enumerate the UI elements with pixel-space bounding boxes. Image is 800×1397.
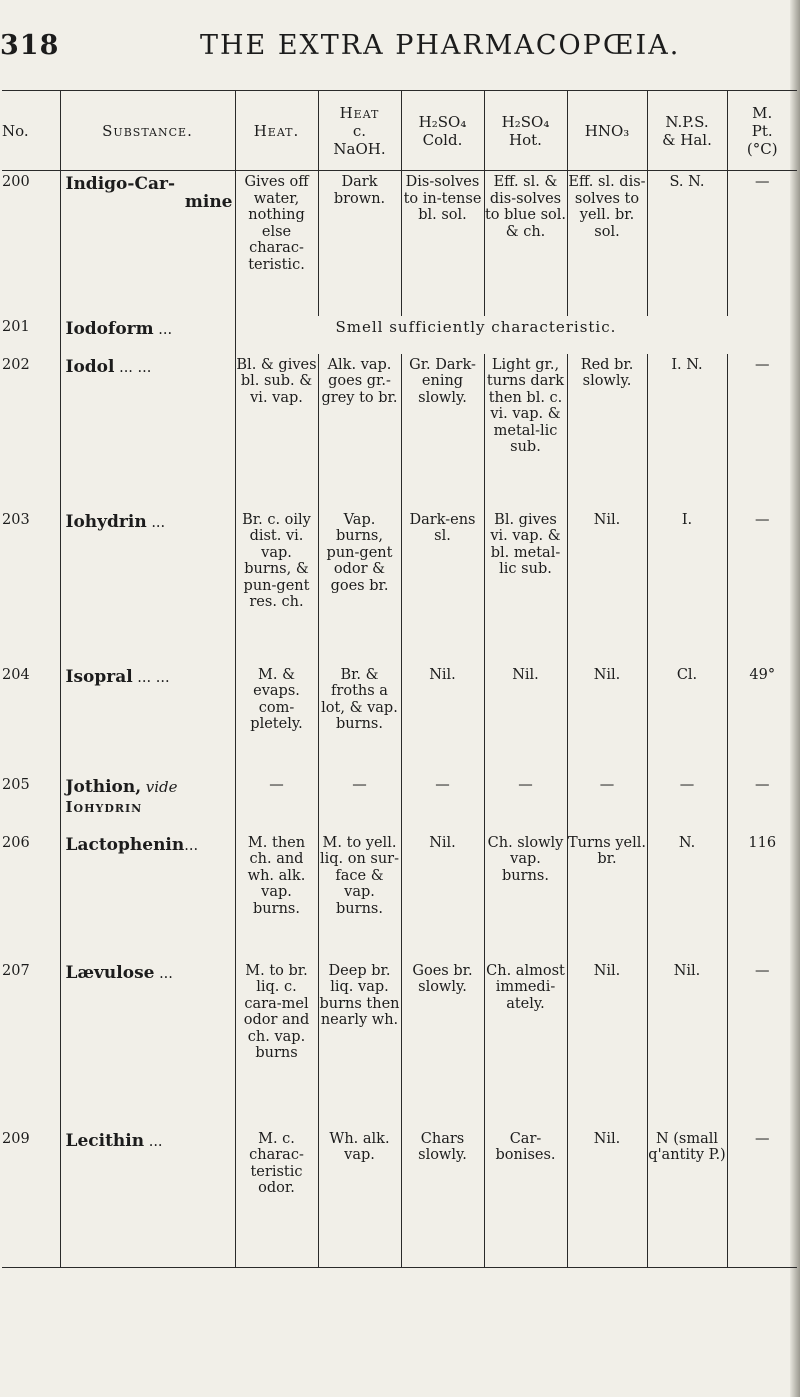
h2so4-cold-cell: Chars slowly. (401, 1128, 484, 1268)
heat-cell: — (235, 774, 318, 832)
spanning-note-cell: Smell sufficiently characteristic. (235, 316, 797, 354)
page-number: 318 (0, 30, 60, 61)
row-number: 200 (2, 174, 30, 190)
h2so4-cold-cell: Dis-solves to in-tense bl. sol. (401, 171, 484, 316)
running-title: THE EXTRA PHARMACOPŒIA. (200, 30, 681, 61)
row-number: 206 (2, 834, 30, 851)
col-header-substance: Substance. (60, 91, 235, 171)
h2so4-cold-cell: Goes br. slowly. (401, 960, 484, 1128)
header-row (2, 91, 797, 171)
h2so4-cold-cell: Gr. Dark-ening slowly. (401, 354, 484, 509)
mpt-cell: — (727, 354, 797, 509)
heat-naoh-cell: M. to yell. liq. on sur-face & vap. burns. (318, 832, 401, 960)
substance-cell: Iodol ... ... (60, 354, 235, 509)
row-number: 201 (2, 318, 30, 335)
substance-cell: Indigo-Car- mine (60, 171, 235, 316)
substance-reactions-table (2, 90, 797, 1268)
heat-cell: Gives off water, nothing else charac-teristic. (235, 171, 318, 316)
h2so4-hot-cell: Bl. gives vi. vap. & bl. metal-lic sub. (484, 509, 567, 664)
h2so4-cold-cell: Nil. (401, 832, 484, 960)
substance-cell: Lecithin ... (60, 1128, 235, 1268)
hno3-cell: — (567, 774, 647, 832)
hno3-cell: Red br. slowly. (567, 354, 647, 509)
h2so4-hot-cell: Eff. sl. & dis-solves to blue sol. & ch. (484, 171, 567, 316)
mpt-cell: — (727, 774, 797, 832)
h2so4-cold-cell: — (401, 774, 484, 832)
col-header-heat: Heat. (235, 91, 318, 171)
col-header-nps: N.P.S. & Hal. (647, 91, 727, 171)
mpt-cell: — (727, 1128, 797, 1268)
h2so4-hot-cell: Light gr., turns dark then bl. c. vi. vap. & metal-lic sub. (484, 354, 567, 509)
substance-cell: Iohydrin ... (60, 509, 235, 664)
row-number: 203 (2, 511, 30, 528)
row-number: 202 (2, 356, 30, 373)
nps-cell: Cl. (647, 664, 727, 774)
row-number: 207 (2, 962, 30, 979)
heat-naoh-cell: Vap. burns, pun-gent odor & goes br. (318, 509, 401, 664)
heat-cell: Br. c. oily dist. vi. vap. burns, & pun-gent res. ch. (235, 509, 318, 664)
nps-cell: N (small q'antity P.) (647, 1128, 727, 1268)
hno3-cell: Nil. (567, 509, 647, 664)
mpt-cell: — (727, 171, 797, 316)
mpt-cell: — (727, 960, 797, 1128)
table-row (2, 1128, 797, 1268)
heat-naoh-cell: Deep br. liq. vap. burns then nearly wh. (318, 960, 401, 1128)
table-row (2, 171, 797, 316)
nps-cell: N. (647, 832, 727, 960)
heat-naoh-cell: Br. & froths a lot, & vap. burns. (318, 664, 401, 774)
col-header-heat-naoh: Heat c. NaOH. (318, 91, 401, 171)
mpt-cell: 116 (727, 832, 797, 960)
heat-naoh-cell: Dark brown. (318, 171, 401, 316)
substance-cell: Isopral ... ... (60, 664, 235, 774)
row-number: 205 (2, 776, 30, 793)
row-number: 209 (2, 1128, 60, 1268)
table-row (2, 774, 797, 832)
table-row (2, 664, 797, 774)
nps-cell: S. N. (647, 171, 727, 316)
table-row (2, 832, 797, 960)
col-header-h2so4-hot: H₂SO₄ Hot. (484, 91, 567, 171)
row-number: 204 (2, 666, 30, 683)
substance-cell: Jothion, vide Iohydrin (60, 774, 235, 832)
col-header-mpt: M. Pt. (°C) (727, 91, 797, 171)
mpt-cell: 49° (727, 664, 797, 774)
running-header (0, 30, 800, 64)
nps-cell: — (647, 774, 727, 832)
table-row (2, 509, 797, 664)
hno3-cell: Nil. (567, 664, 647, 774)
hno3-cell: Eff. sl. dis-solves to yell. br. sol. (567, 171, 647, 316)
nps-cell: Nil. (647, 960, 727, 1128)
table-row (2, 354, 797, 509)
hno3-cell: Turns yell. br. (567, 832, 647, 960)
hno3-cell: Nil. (567, 1128, 647, 1268)
substance-cell: Lactophenin... (60, 832, 235, 960)
h2so4-hot-cell: Ch. slowly vap. burns. (484, 832, 567, 960)
col-header-no: No. (2, 91, 60, 171)
substance-cell: Lævulose ... (60, 960, 235, 1128)
heat-cell: M. to br. liq. c. cara-mel odor and ch. vap. burns (235, 960, 318, 1128)
heat-cell: M. then ch. and wh. alk. vap. burns. (235, 832, 318, 960)
heat-naoh-cell: Alk. vap. goes gr.-grey to br. (318, 354, 401, 509)
table-row (2, 960, 797, 1128)
h2so4-hot-cell: — (484, 774, 567, 832)
heat-cell: Bl. & gives bl. sub. & vi. vap. (235, 354, 318, 509)
h2so4-cold-cell: Dark-ens sl. (401, 509, 484, 664)
heat-cell: M. & evaps. com-pletely. (235, 664, 318, 774)
heat-cell: M. c. charac-teristic odor. (235, 1128, 318, 1268)
h2so4-hot-cell: Ch. almost immedi-ately. (484, 960, 567, 1128)
h2so4-hot-cell: Car-bonises. (484, 1128, 567, 1268)
col-header-h2so4-cold: H₂SO₄ Cold. (401, 91, 484, 171)
h2so4-hot-cell: Nil. (484, 664, 567, 774)
nps-cell: I. N. (647, 354, 727, 509)
col-header-hno3: HNO₃ (567, 91, 647, 171)
mpt-cell: — (727, 509, 797, 664)
heat-naoh-cell: Wh. alk. vap. (318, 1128, 401, 1268)
h2so4-cold-cell: Nil. (401, 664, 484, 774)
table-row (2, 316, 797, 354)
nps-cell: I. (647, 509, 727, 664)
substance-cell: Iodoform ... (60, 316, 235, 354)
heat-naoh-cell: — (318, 774, 401, 832)
hno3-cell: Nil. (567, 960, 647, 1128)
